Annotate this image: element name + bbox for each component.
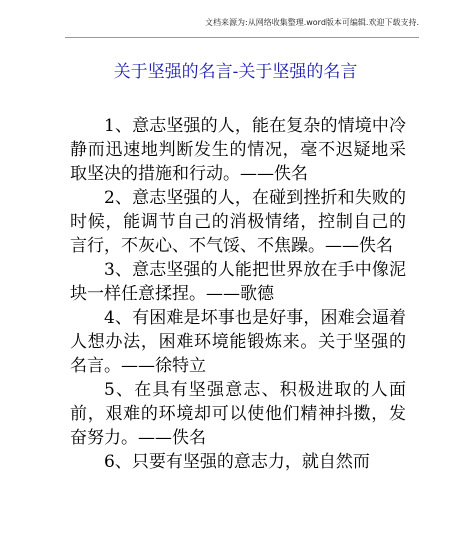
quote-paragraph-3: 3、意志坚强的人能把世界放在手中像泥块一样任意揉捏。——歌德	[70, 260, 406, 304]
header-divider	[65, 37, 419, 38]
quote-paragraph-1: 1、意志坚强的人，能在复杂的情境中冷静而迅速地判断发生的情况，毫不迟疑地采取坚决的措施和行动。——佚名	[70, 116, 406, 184]
source-note: 文档来源为:从网络收集整理.word版本可编辑.欢迎下载支持.	[205, 18, 419, 27]
quote-paragraph-6: 6、只要有坚强的意志力，就自然而	[104, 452, 370, 472]
quote-paragraph-2: 2、意志坚强的人，在碰到挫折和失败的时候，能调节自己的消极情绪，控制自己的言行，不灰心、不气馁、不焦躁。——佚名	[70, 188, 406, 256]
quote-paragraph-4: 4、有困难是坏事也是好事，困难会逼着人想办法，困难环境能锻炼来。关于坚强的名言。——徐特立	[70, 308, 406, 376]
document-body	[70, 114, 406, 474]
document-title: 关于坚强的名言-关于坚强的名言	[113, 62, 358, 82]
quote-paragraph-5: 5、在具有坚强意志、积极进取的人面前，艰难的环境却可以使他们精神抖擞，发奋努力。——佚名	[70, 380, 406, 448]
